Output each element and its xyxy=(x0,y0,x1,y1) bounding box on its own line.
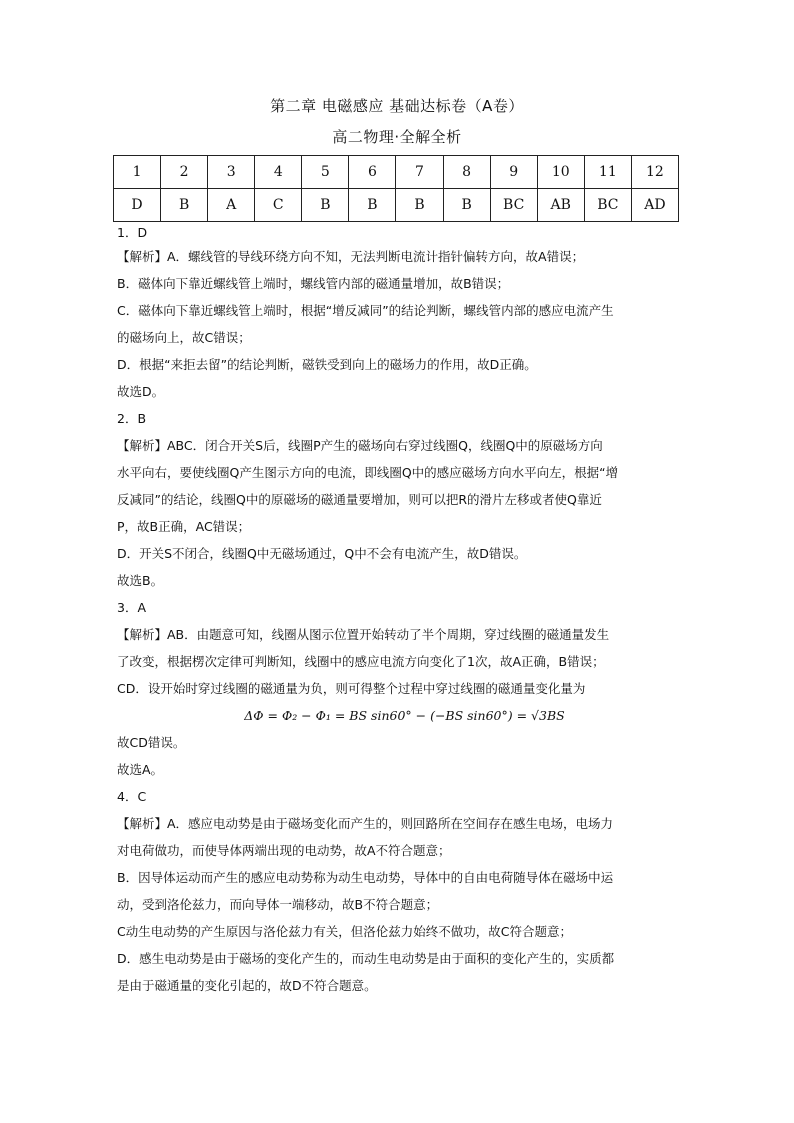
question-number-cell: 2 xyxy=(161,156,208,189)
solution-line: 水平向右，要使线圈Q产生图示方向的电流，即线圈Q中的感应磁场方向水平向左，根据“增 xyxy=(117,465,619,480)
question-number-cell: 7 xyxy=(396,156,443,189)
document-subtitle: 高二物理·全解全析 xyxy=(332,128,462,146)
solution-line: 是由于磁通量的变化引起的，故D不符合题意。 xyxy=(117,978,377,993)
question-number-cell: 11 xyxy=(584,156,631,189)
answer-cell: C xyxy=(255,189,302,222)
answer-cell: B xyxy=(443,189,490,222)
solution-q3 xyxy=(117,594,682,783)
solution-line: 【解析】ABC．闭合开关S后，线圈P产生的磁场向右穿过线圈Q，线圈Q中的原磁场方向 xyxy=(117,438,603,453)
answer-table xyxy=(113,155,679,222)
answer-cell: A xyxy=(208,189,255,222)
solution-q1 xyxy=(117,223,682,405)
solution-line: P，故B正确，AC错误； xyxy=(117,519,251,534)
solution-line: CD．设开始时穿过线圈的磁通量为负，则可得整个过程中穿过线圈的磁通量变化量为 xyxy=(117,681,586,696)
answer-cell: BC xyxy=(490,189,537,222)
solution-line: 对电荷做功，而使导体两端出现的电动势，故A不符合题意； xyxy=(117,843,451,858)
question-number: 2．B xyxy=(117,411,147,426)
solution-line: C．磁体向下靠近螺线管上端时，根据“增反减同”的结论判断，螺线管内部的感应电流产生 xyxy=(117,303,614,318)
question-number: 3．A xyxy=(117,600,147,615)
solution-line: 故CD错误。 xyxy=(117,735,186,750)
solution-line: 故选A。 xyxy=(117,762,164,777)
answer-cell: B xyxy=(161,189,208,222)
solution-line: B．因导体运动而产生的感应电动势称为动生电动势，导体中的自由电荷随导体在磁场中运 xyxy=(117,870,614,885)
answer-cell: AD xyxy=(631,189,678,222)
solution-line: 反减同”的结论，线圈Q中的原磁场的磁通量要增加，则可以把R的滑片左移或者使Q靠近 xyxy=(117,492,602,507)
solution-line: 【解析】A．感应电动势是由于磁场变化而产生的，则回路所在空间存在感生电场，电场力 xyxy=(117,816,614,831)
solution-line: B．磁体向下靠近螺线管上端时，螺线管内部的磁通量增加，故B错误； xyxy=(117,276,510,291)
solution-line: 的磁场向上，故C错误； xyxy=(117,330,251,345)
answer-cell: B xyxy=(349,189,396,222)
solution-line: D．感生电动势是由于磁场的变化产生的，而动生电动势是由于面积的变化产生的，实质都 xyxy=(117,951,615,966)
solution-line: 故选D。 xyxy=(117,384,165,399)
answer-table-number-row xyxy=(114,156,679,189)
solutions-body xyxy=(117,223,682,999)
solution-line: 【解析】AB．由题意可知，线圈从图示位置开始转动了半个周期，穿过线圈的磁通量发生 xyxy=(117,627,610,642)
solution-line: D．开关S不闭合，线圈Q中无磁场通过，Q中不会有电流产生，故D错误。 xyxy=(117,546,527,561)
answer-cell: AB xyxy=(537,189,584,222)
answer-table-answer-row xyxy=(114,189,679,222)
question-number-cell: 6 xyxy=(349,156,396,189)
answer-cell: D xyxy=(114,189,161,222)
question-number: 4．C xyxy=(117,789,147,804)
question-number-cell: 10 xyxy=(537,156,584,189)
answer-cell: BC xyxy=(584,189,631,222)
answer-cell: B xyxy=(396,189,443,222)
question-number-cell: 12 xyxy=(631,156,678,189)
question-number-cell: 4 xyxy=(255,156,302,189)
solution-line: 【解析】A．螺线管的导线环绕方向不知，无法判断电流计指针偏转方向，故A错误； xyxy=(117,249,585,264)
solution-line: 动，受到洛伦兹力，而向导体一端移动，故B不符合题意； xyxy=(117,897,439,912)
document-title: 第二章 电磁感应 基础达标卷（A卷） xyxy=(270,97,524,115)
question-number-cell: 9 xyxy=(490,156,537,189)
solution-line: C动生电动势的产生原因与洛伦兹力有关，但洛伦兹力始终不做功，故C符合题意； xyxy=(117,924,572,939)
solution-q4 xyxy=(117,783,682,999)
solution-line: 了改变，根据楞次定律可判断知，线圈中的感应电流方向变化了1次，故A正确，B错误； xyxy=(117,654,605,669)
solution-line: D．根据“来拒去留”的结论判断，磁铁受到向上的磁场力的作用，故D正确。 xyxy=(117,357,537,372)
solution-q2 xyxy=(117,405,682,594)
answer-cell: B xyxy=(302,189,349,222)
question-number-cell: 8 xyxy=(443,156,490,189)
question-number: 1．D xyxy=(117,225,148,240)
question-number-cell: 5 xyxy=(302,156,349,189)
flux-change-formula: ΔΦ = Φ₂ − Φ₁ = BS sin60° − (−BS sin60°) = √3BS xyxy=(244,708,565,723)
question-number-cell: 3 xyxy=(208,156,255,189)
solution-line: 故选B。 xyxy=(117,573,164,588)
question-number-cell: 1 xyxy=(114,156,161,189)
